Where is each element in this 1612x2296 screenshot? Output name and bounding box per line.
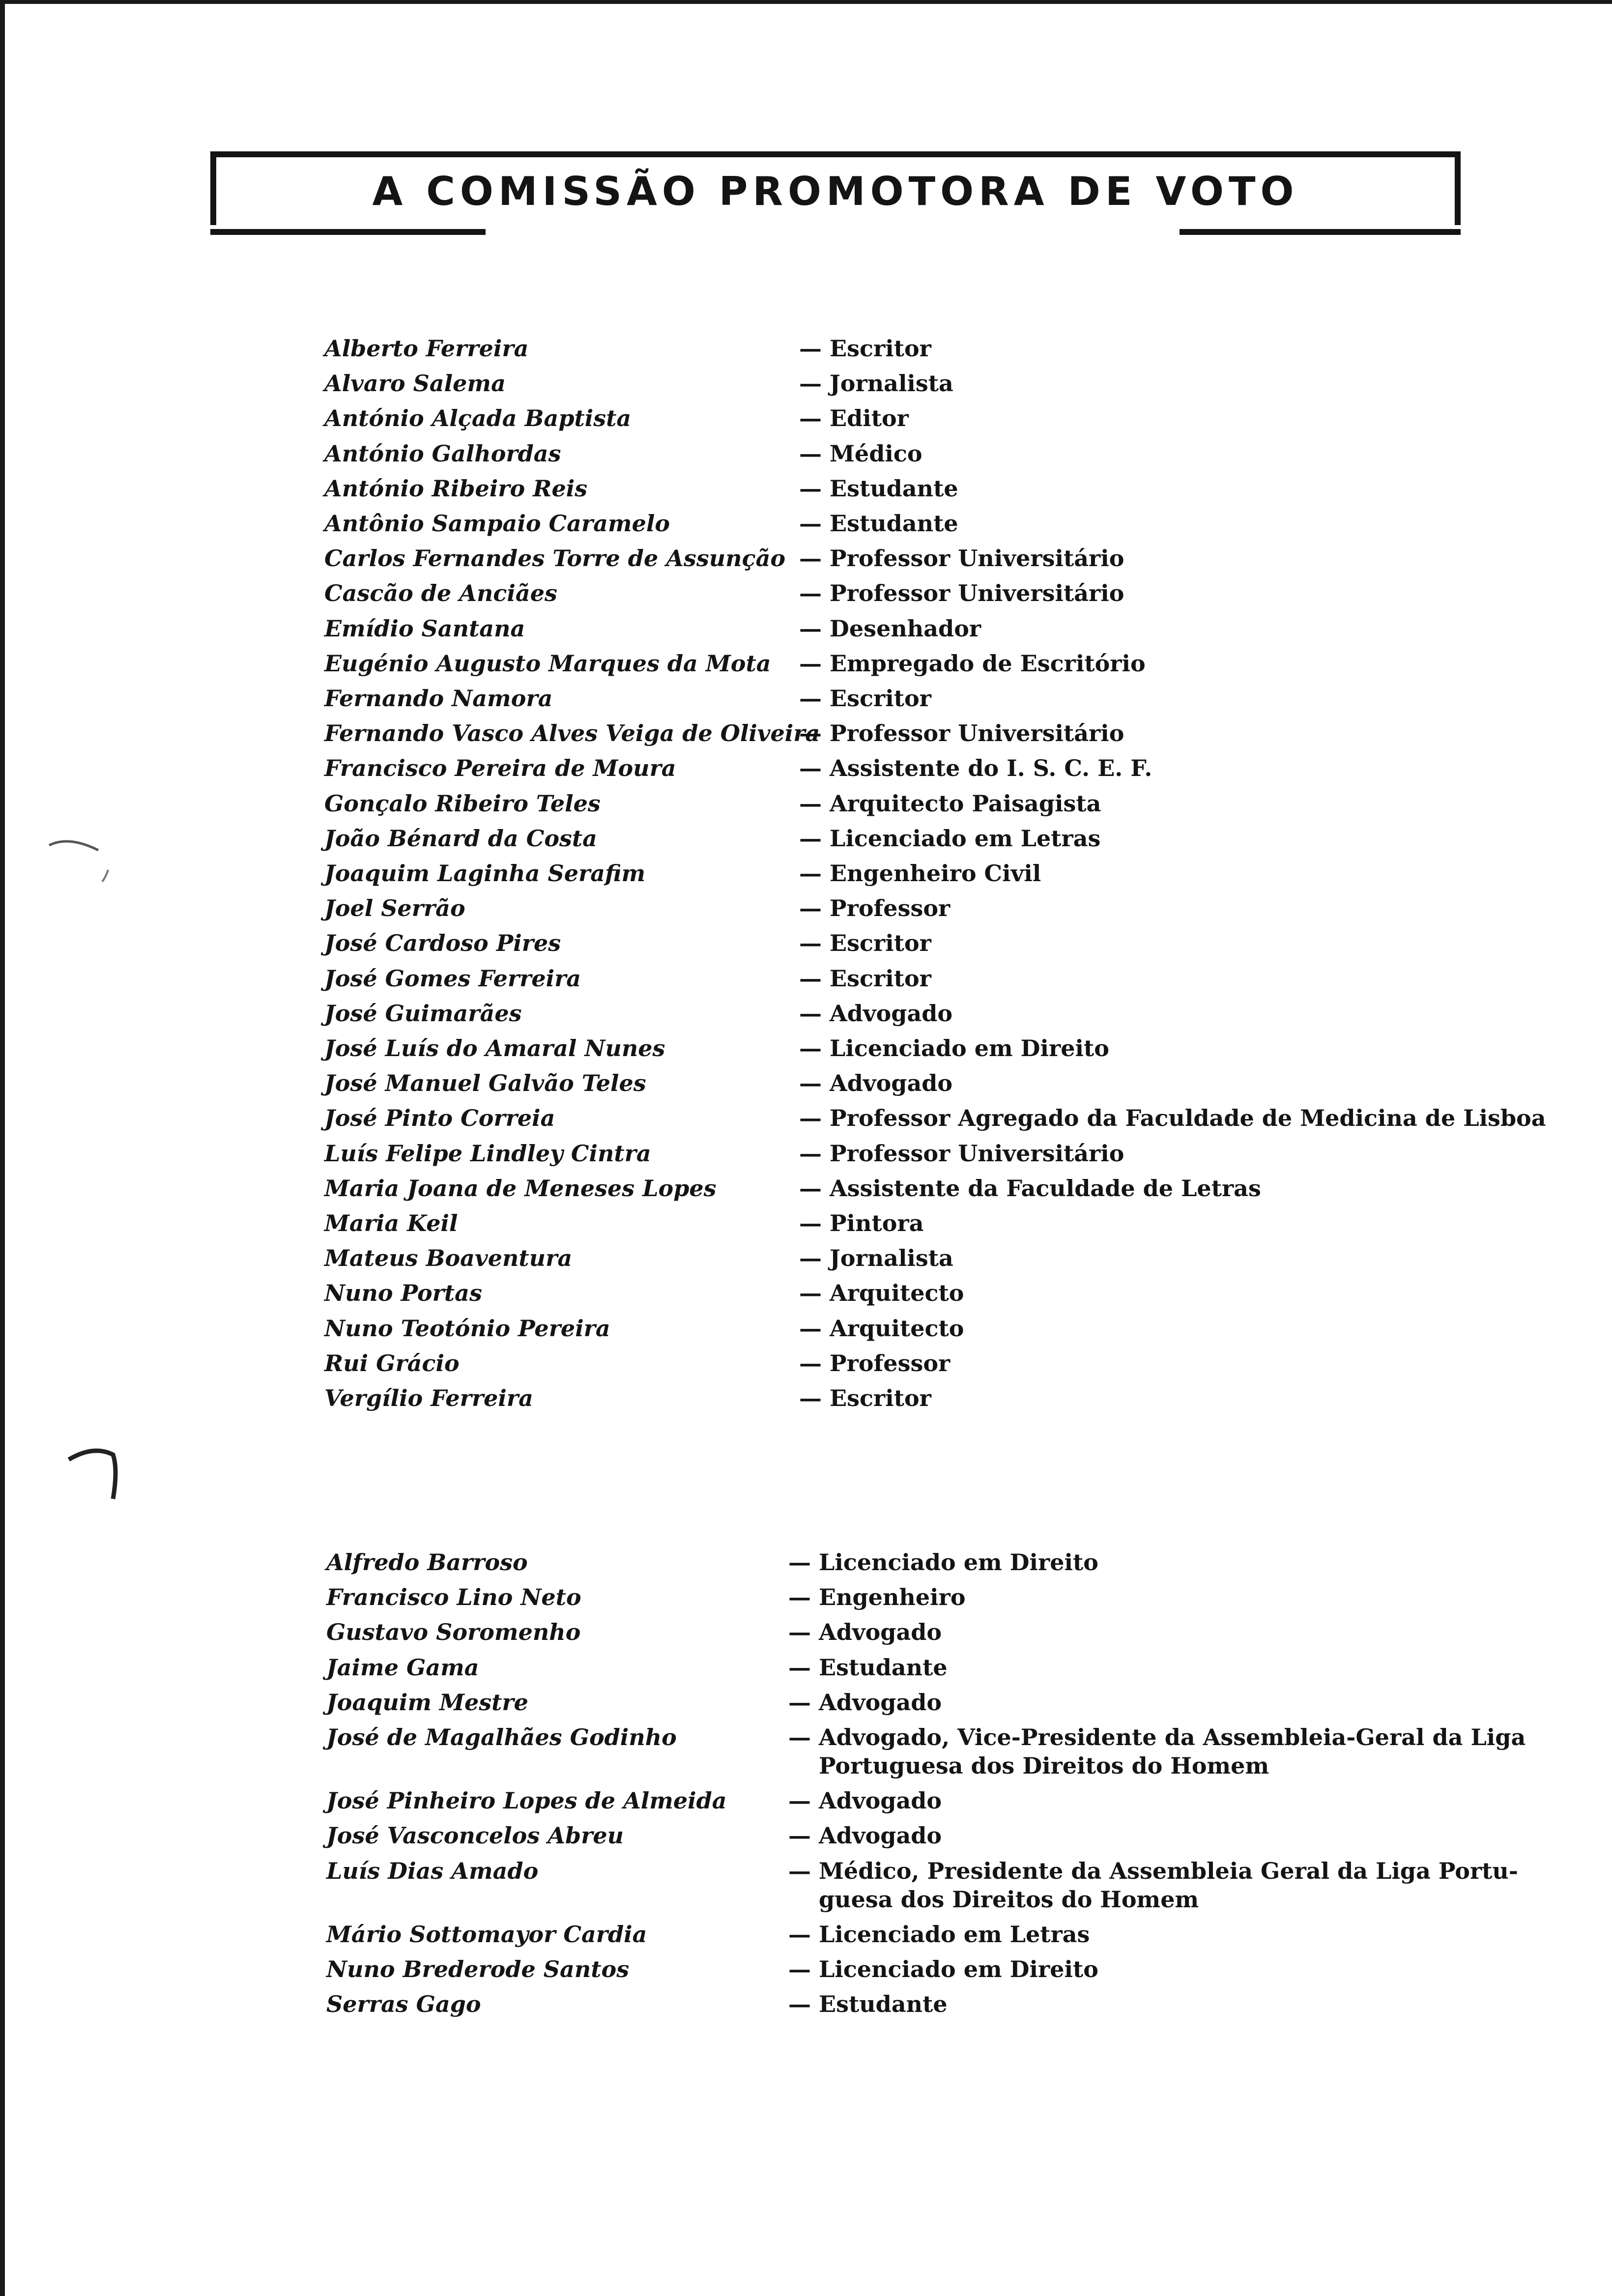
member-role: — Professor Universitário [799,1140,1124,1167]
member-name: José Guimarães [324,1000,522,1027]
member-name: Joaquim Laginha Serafim [324,860,646,887]
title-underline-left [210,229,486,235]
member-role: — Assistente do I. S. C. E. F. [799,755,1152,782]
member-role-continued: guesa dos Direitos do Homem [819,1886,1199,1913]
member-role: — Arquitecto Paisagista [799,790,1101,817]
member-role: — Médico, Presidente da Assembleia Geral da Liga Portu- [788,1857,1518,1884]
title-underline-right [1180,229,1461,235]
member-role: — Arquitecto [799,1280,964,1307]
member-role: — Licenciado em Direito [788,1549,1098,1576]
member-role: — Advogado, Vice-Presidente da Assembleia-Geral da Liga [788,1724,1526,1751]
member-name: Carlos Fernandes Torre de Assunção [324,545,786,572]
member-name: Nuno Portas [324,1280,482,1307]
member-name: Alvaro Salema [324,370,506,397]
member-name: António Galhordas [324,440,561,467]
member-role: — Editor [799,405,909,432]
member-name: Nuno Brederode Santos [326,1956,630,1982]
member-name: José Manuel Galvão Teles [324,1070,646,1097]
member-name: Emídio Santana [324,615,525,642]
member-role: — Licenciado em Letras [788,1921,1090,1948]
member-name: Luís Felipe Lindley Cintra [324,1140,651,1167]
member-role: — Advogado [788,1822,942,1849]
member-name: Nuno Teotónio Pereira [324,1315,610,1342]
member-role: — Arquitecto [799,1315,964,1342]
member-name: Eugénio Augusto Marques da Mota [324,650,771,677]
member-role: — Estudante [799,510,958,537]
member-role: — Professor [799,895,950,922]
member-name: Maria Keil [324,1210,458,1236]
member-role: — Professor Universitário [799,580,1124,607]
member-name: Alfredo Barroso [326,1549,528,1576]
member-name: Joaquim Mestre [326,1689,528,1716]
member-role: — Professor Agregado da Faculdade de Medicina de Lisboa [799,1105,1546,1132]
member-name: José Pinheiro Lopes de Almeida [326,1787,727,1814]
member-role: — Escritor [799,1385,931,1411]
margin-mark-icon [44,831,118,885]
member-name: Mário Sottomayor Cardia [326,1921,647,1948]
member-name: Gustavo Soromenho [326,1619,581,1646]
member-role: — Professor Universitário [799,720,1124,747]
member-role: — Escritor [799,685,931,712]
member-role: — Estudante [799,475,958,502]
member-role: — Engenheiro Civil [799,860,1041,887]
member-name: José Gomes Ferreira [324,965,581,992]
page-border-left [0,0,5,2296]
member-role: — Advogado [788,1689,942,1716]
member-role: — Advogado [788,1787,942,1814]
member-role: — Licenciado em Letras [799,825,1101,852]
member-role: — Engenheiro [788,1584,966,1611]
member-role: — Advogado [799,1000,953,1027]
member-role: — Licenciado em Direito [788,1956,1098,1982]
member-role: — Estudante [788,1654,948,1681]
member-role: — Professor Universitário [799,545,1124,572]
member-name: Luís Dias Amado [326,1857,539,1884]
member-role: — Empregado de Escritório [799,650,1146,677]
member-name: Maria Joana de Meneses Lopes [324,1175,717,1202]
member-name: Gonçalo Ribeiro Teles [324,790,601,817]
member-name: Fernando Vasco Alves Veiga de Oliveira [324,720,820,747]
member-name: Rui Grácio [324,1349,460,1377]
member-name: João Bénard da Costa [324,825,597,852]
page-border-top [0,0,1612,4]
member-role: — Escritor [799,965,931,992]
member-name: Cascão de Anciães [324,580,557,607]
member-role: — Médico [799,440,922,467]
member-name: António Alçada Baptista [324,405,632,432]
member-role: — Estudante [788,1991,948,2018]
member-name: Jaime Gama [326,1654,479,1681]
member-name: Antônio Sampaio Caramelo [324,510,670,537]
member-role: — Jornalista [799,370,953,397]
member-role: — Escritor [799,930,931,957]
member-role: — Desenhador [799,615,981,642]
member-name: José Luís do Amaral Nunes [324,1035,665,1062]
member-role: — Escritor [799,335,931,362]
member-role: — Jornalista [799,1245,953,1272]
member-name: José Pinto Correia [324,1105,555,1132]
member-name: Fernando Namora [324,685,553,712]
member-name: Francisco Lino Neto [326,1584,581,1611]
member-role: — Pintora [799,1210,924,1236]
member-name: Serras Gago [326,1991,481,2018]
member-name: Vergílio Ferreira [324,1385,533,1411]
member-name: José Vasconcelos Abreu [326,1822,624,1849]
member-name: Mateus Boaventura [324,1245,573,1272]
member-name: António Ribeiro Reis [324,475,588,502]
member-role-continued: Portuguesa dos Direitos do Homem [819,1752,1269,1779]
member-role: — Assistente da Faculdade de Letras [799,1175,1261,1202]
member-name: Francisco Pereira de Moura [324,755,676,782]
member-name: Alberto Ferreira [324,335,529,362]
margin-hook-icon [64,1440,128,1504]
member-role: — Professor [799,1349,950,1377]
member-name: José Cardoso Pires [324,930,561,957]
member-role: — Advogado [788,1619,942,1646]
member-name: José de Magalhães Godinho [326,1724,677,1751]
member-name: Joel Serrão [324,895,465,922]
page-title: A COMISSÃO PROMOTORA DE VOTO [372,169,1299,214]
member-role: — Licenciado em Direito [799,1035,1109,1062]
member-role: — Advogado [799,1070,953,1097]
